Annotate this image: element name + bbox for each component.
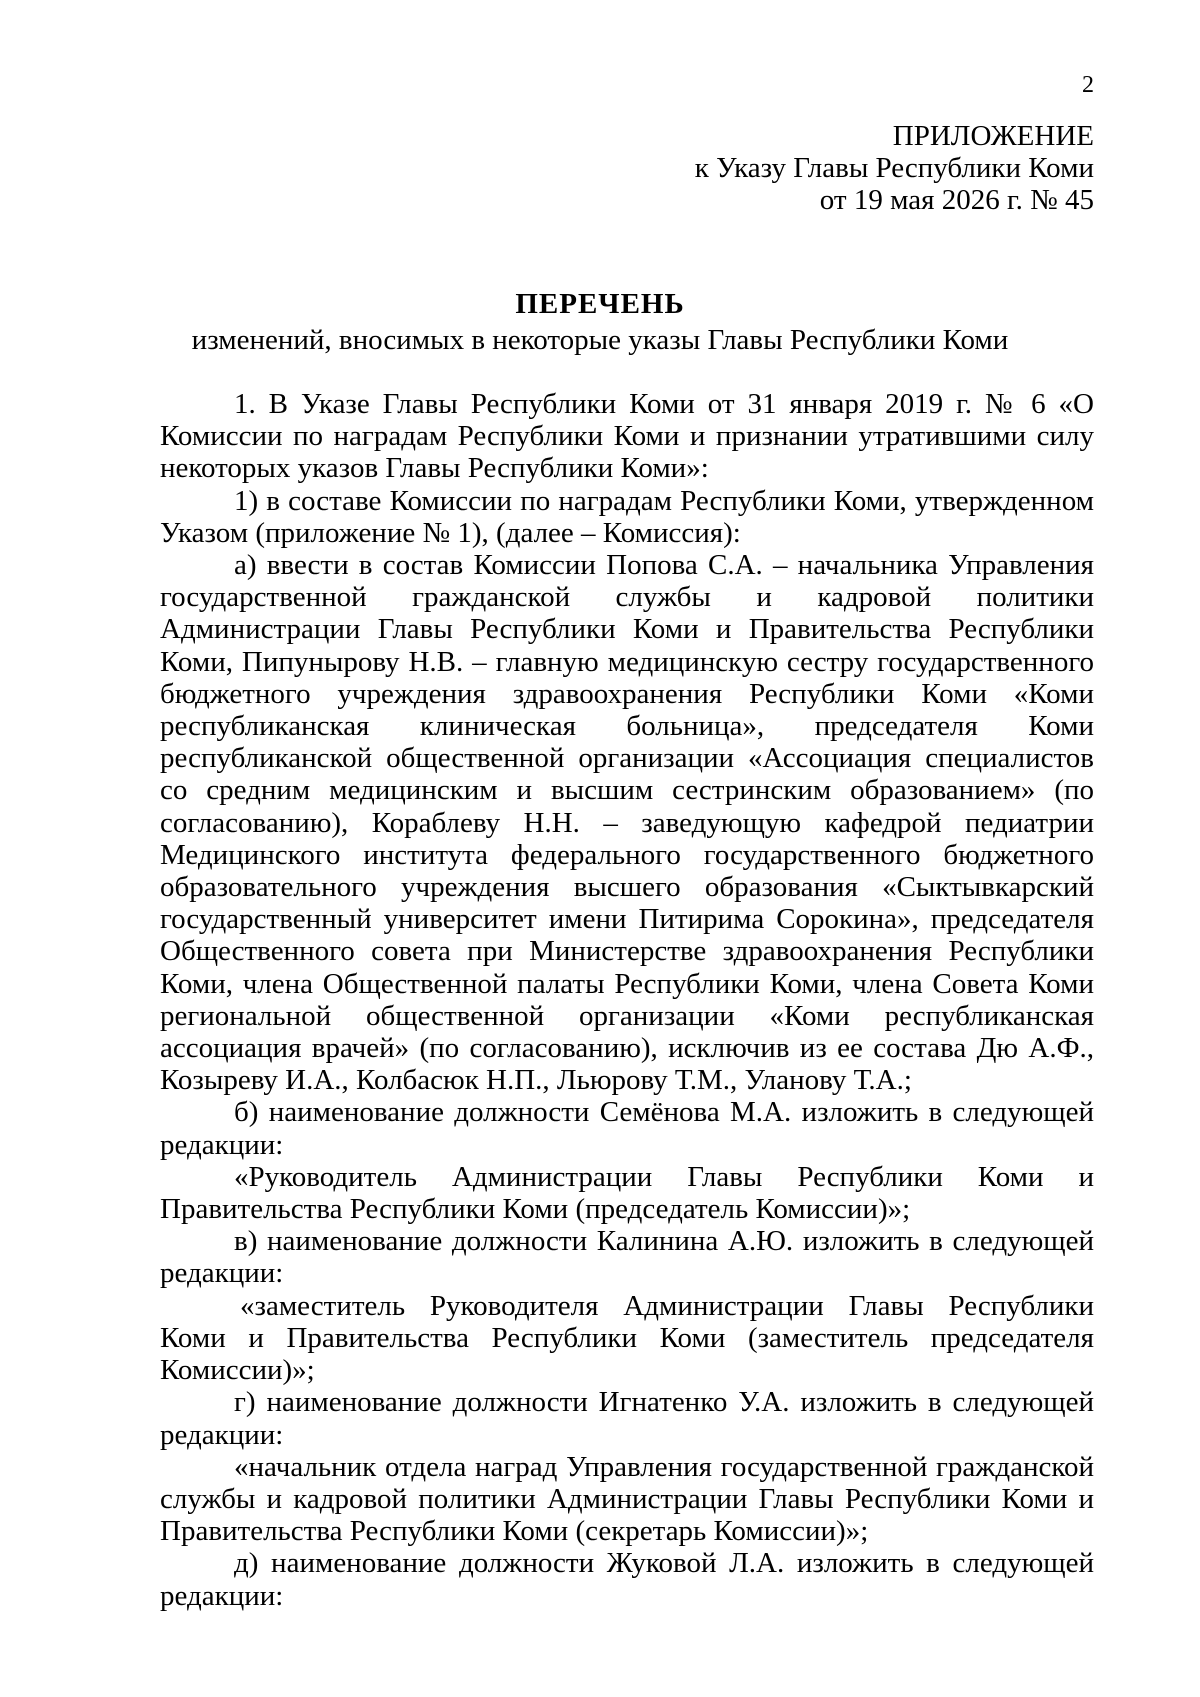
paragraph-3: а) ввести в состав Комиссии Попова С.А. – начальника Управления государственной гражданской службы и кадровой политики Администрации Главы Республики Коми и Правительства Республики Коми, Пипунырову Н.В. – главную медицинскую сестру государственного бюджетного учреждения здравоохранения Республики Коми «Коми республиканская клиническая больница», председателя Коми республиканской общественной организации «Ассоциация специалистов со средним медицинским и высшим сестринским образованием» (по согласованию), Кораблеву Н.Н. – заведующую кафедрой педиатрии Медицинского института федерального государственного бюджетного образовательного учреждения высшего образования «Сыктывкарский государственный университет имени Питирима Сорокина», председателя Общественного совета при Министерстве здравоохранения Республики Коми, члена Общественной палаты Республики Коми, члена Совета Коми региональной общественной организации «Коми республиканская ассоциация врачей» (по согласованию), исключив из ее состава Дю А.Ф., Козыреву И.А., Колбасюк Н.П., Льюрову Т.М., Уланову Т.А.; <box>160 549 1094 1097</box>
paragraph-5: «Руководитель Администрации Главы Республики Коми и Правительства Республики Коми (председатель Комиссии)»; <box>160 1160 1094 1226</box>
document-body <box>160 388 1094 1612</box>
paragraph-9: «начальник отдела наград Управления государственной гражданской службы и кадровой политики Администрации Главы Республики Коми и Правительства Республики Коми (секретарь Комиссии)»; <box>160 1450 1094 1548</box>
appendix-date: от 19 мая 2026 г. № 45 <box>819 184 1094 216</box>
paragraph-6: в) наименование должности Калинина А.Ю. изложить в следующей редакции: <box>160 1225 1094 1290</box>
paragraph-10: д) наименование должности Жуковой Л.А. изложить в следующей редакции: <box>160 1547 1094 1612</box>
paragraph-4: б) наименование должности Семёнова М.А. изложить в следующей редакции: <box>160 1096 1094 1161</box>
appendix-header <box>695 120 1094 216</box>
paragraph-8: г) наименование должности Игнатенко У.А. изложить в следующей редакции: <box>160 1386 1094 1451</box>
page-number: 2 <box>1082 72 1094 98</box>
appendix-reference: к Указу Главы Республики Коми <box>694 152 1094 184</box>
paragraph-1: 1. В Указе Главы Республики Коми от 31 января 2019 г. № 6 «О Комиссии по наградам Республики Коми и признании утратившими силу некоторых указов Главы Республики Коми»: <box>160 388 1094 485</box>
document-subtitle: изменений, вносимых в некоторые указы Главы Республики Коми <box>191 324 1009 356</box>
appendix-title: ПРИЛОЖЕНИЕ <box>892 120 1094 152</box>
document-title: ПЕРЕЧЕНЬ <box>515 288 685 320</box>
paragraph-2: 1) в составе Комиссии по наградам Республики Коми, утвержденном Указом (приложение № 1), (далее – Комиссия): <box>160 484 1094 549</box>
paragraph-7: «заместитель Руководителя Администрации Главы Республики Коми и Правительства Республики Коми (заместитель председателя Комиссии)»; <box>160 1289 1094 1387</box>
